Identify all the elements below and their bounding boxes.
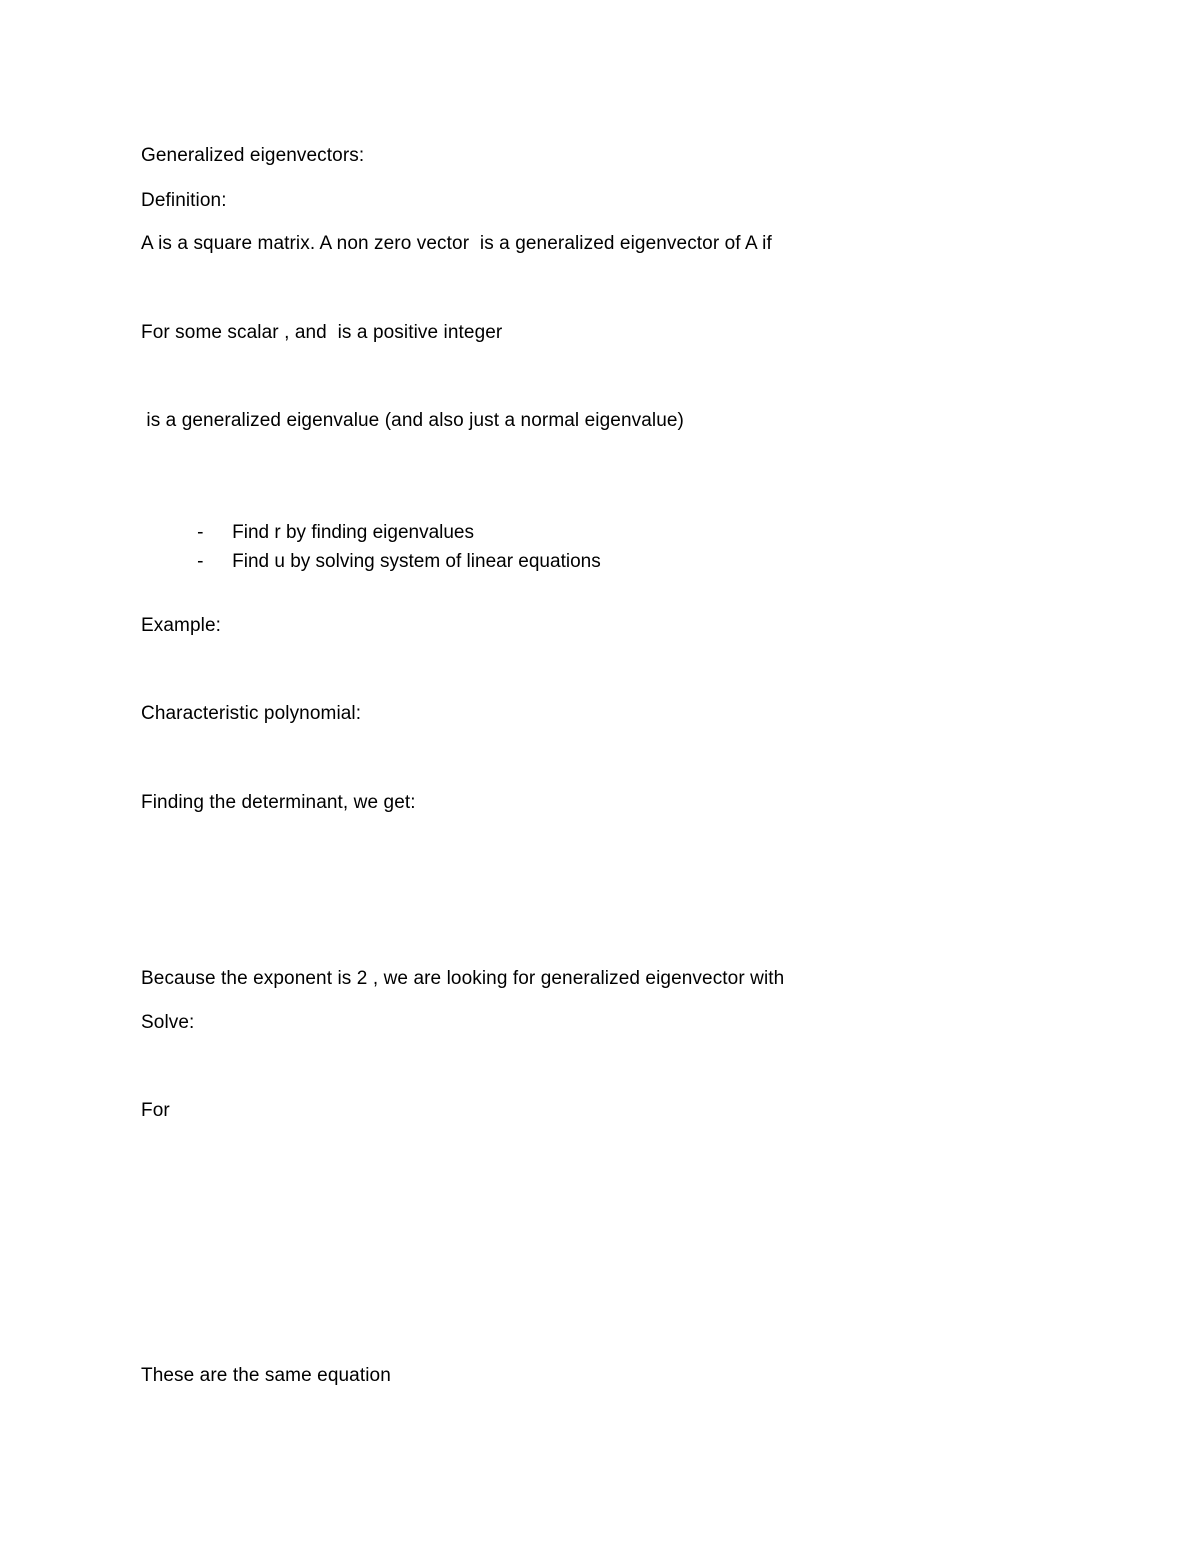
for-label: For xyxy=(141,1100,170,1121)
definition-text: A is a square matrix. A non zero vector is a generalized eigenvector of A if xyxy=(141,233,772,254)
document-heading: Generalized eigenvectors: xyxy=(141,145,365,166)
step-text: Find r by finding eigenvalues xyxy=(232,522,474,543)
list-item xyxy=(176,526,601,598)
exponent-text: Because the exponent is 2 , we are looking for generalized eigenvector with xyxy=(141,968,785,989)
solve-label: Solve: xyxy=(141,1012,195,1033)
same-equation-text: These are the same equation xyxy=(141,1365,391,1386)
definition-label: Definition: xyxy=(141,190,227,211)
eigenvalue-text: is a generalized eigenvalue (and also just a normal eigenvalue) xyxy=(141,410,684,431)
char-poly-label: Characteristic polynomial: xyxy=(141,703,362,724)
bullet-dash: - xyxy=(197,551,204,572)
example-label: Example: xyxy=(141,615,222,636)
determinant-text: Finding the determinant, we get: xyxy=(141,792,416,813)
bullet-dash: - xyxy=(197,522,204,543)
step-text: Find u by solving system of linear equations xyxy=(232,551,601,572)
scalar-text: For some scalar , and is a positive integer xyxy=(141,322,503,343)
